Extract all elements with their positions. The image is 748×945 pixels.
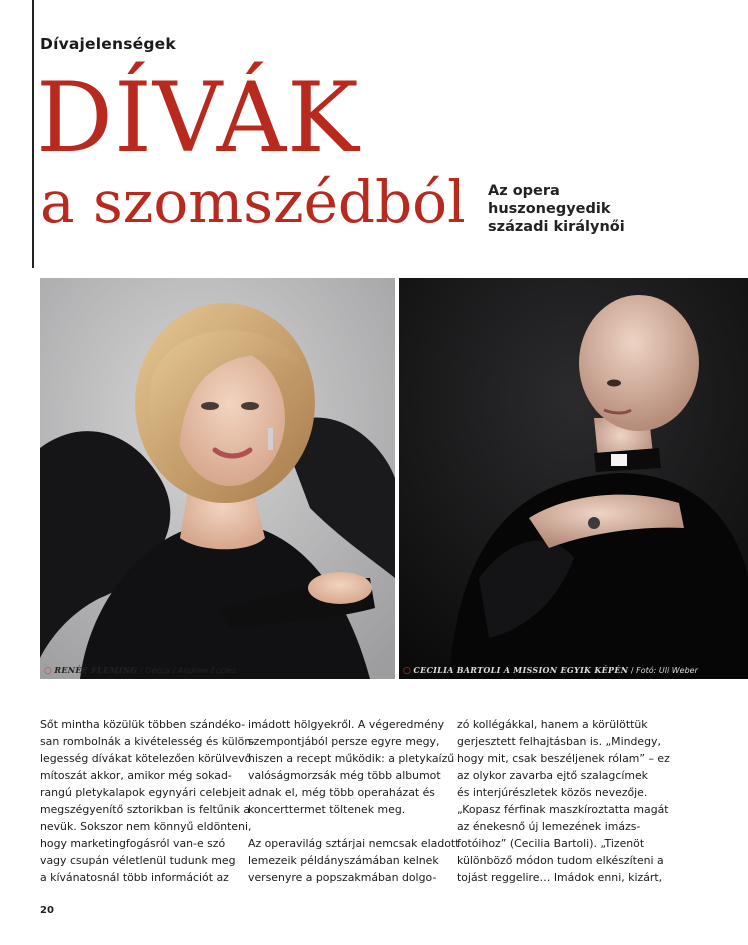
- text-line: mítoszát akkor, amikor még sokad-: [40, 769, 232, 782]
- text-line: a kívánatosnál több információt az: [40, 871, 229, 884]
- page-number: 20: [40, 905, 54, 916]
- text-line: hiszen a recept működik: a pletykaízű: [248, 752, 455, 765]
- headline-main: DÍVÁK: [36, 62, 360, 174]
- paragraph: [40, 716, 256, 886]
- paragraph: [457, 716, 670, 886]
- photo-cecilia-bartoli: [399, 278, 748, 679]
- text-line: adnak el, még több operaházat és: [248, 786, 435, 799]
- text-line: különböző módon tudom elkészíteni a: [457, 854, 664, 867]
- text-line: hogy marketingfogásról van-e szó: [40, 837, 226, 850]
- paragraph: [248, 835, 460, 886]
- caption-credit: Fotó: Uli Weber: [636, 666, 698, 675]
- deck-line: huszonegyedik: [488, 201, 611, 217]
- text-line: „Kopasz férfinak maszkíroztatta magát: [457, 803, 669, 816]
- text-line: zó kollégákkal, hanem a körülöttük: [457, 718, 648, 731]
- caption-bullet-icon: ○: [403, 666, 411, 676]
- body-column-1: [40, 716, 256, 886]
- headline-sub: a szomszédból: [40, 168, 466, 236]
- text-line: Az operavilág sztárjai nemcsak eladott: [248, 837, 460, 850]
- text-line: rangú pletykalapok egynyári celebjeit: [40, 786, 246, 799]
- text-line: az olykor zavarba ejtő szalagcímek: [457, 769, 648, 782]
- text-line: legesség dívákat kötelezően körülvevő: [40, 752, 252, 765]
- text-line: nevük. Sokszor nem könnyű eldönteni,: [40, 820, 252, 833]
- text-line: lemezeik példányszámában kelnek: [248, 854, 439, 867]
- left-vertical-rule: [32, 0, 34, 268]
- text-line: san rombolnák a kivételesség és külön-: [40, 735, 256, 748]
- text-line: Sőt mintha közülük többen szándéko-: [40, 718, 246, 731]
- text-line: koncerttermet töltenek meg.: [248, 803, 406, 816]
- text-line: hogy mit, csak beszéljenek rólam” – ez: [457, 752, 670, 765]
- portrait-illustration-left: [40, 278, 395, 679]
- section-label: Dívajelenségek: [40, 35, 176, 53]
- photo-renee-fleming: [40, 278, 395, 679]
- caption-bullet-icon: ○: [44, 666, 52, 676]
- text-line: valóságmorzsák még több albumot: [248, 769, 441, 782]
- text-line: fotóihoz” (Cecilia Bartoli). „Tizenöt: [457, 837, 645, 850]
- text-line: szempontjából persze egyre megy,: [248, 735, 440, 748]
- text-line: tojást reggelire… Imádok enni, kizárt,: [457, 871, 663, 884]
- caption-credit: Decca / Andrew Eccles: [145, 666, 236, 675]
- body-column-2: [248, 716, 460, 886]
- text-line: imádott hölgyekről. A végeredmény: [248, 718, 445, 731]
- deck-line: századi királynői: [488, 219, 625, 235]
- text-line: és interjúrészletek közös nevezője.: [457, 786, 648, 799]
- caption-left: ○ RENÉE FLEMING / Decca / Andrew Eccles: [44, 665, 236, 676]
- text-line: megszégyenítő sztorikban is feltűnik a: [40, 803, 251, 816]
- caption-name: RENÉE FLEMING: [54, 665, 138, 675]
- text-line: versenyre a popszakmában dolgo-: [248, 871, 437, 884]
- caption-name: CECILIA BARTOLI A MISSION EGYIK KÉPÉN: [413, 665, 629, 675]
- deck-line: Az opera: [488, 183, 560, 199]
- deck-subtitle: [488, 182, 688, 236]
- text-line: gerjesztett felhajtásban is. „Mindegy,: [457, 735, 661, 748]
- caption-right: ○ CECILIA BARTOLI A MISSION EGYIK KÉPÉN / Fotó: Uli Weber: [403, 665, 698, 676]
- paragraph: [248, 716, 455, 818]
- text-line: az énekesnő új lemezének imázs-: [457, 820, 641, 833]
- text-line: vagy csupán véletlenül tudunk meg: [40, 854, 236, 867]
- portrait-illustration-right: [399, 278, 748, 679]
- body-column-3: [457, 716, 670, 886]
